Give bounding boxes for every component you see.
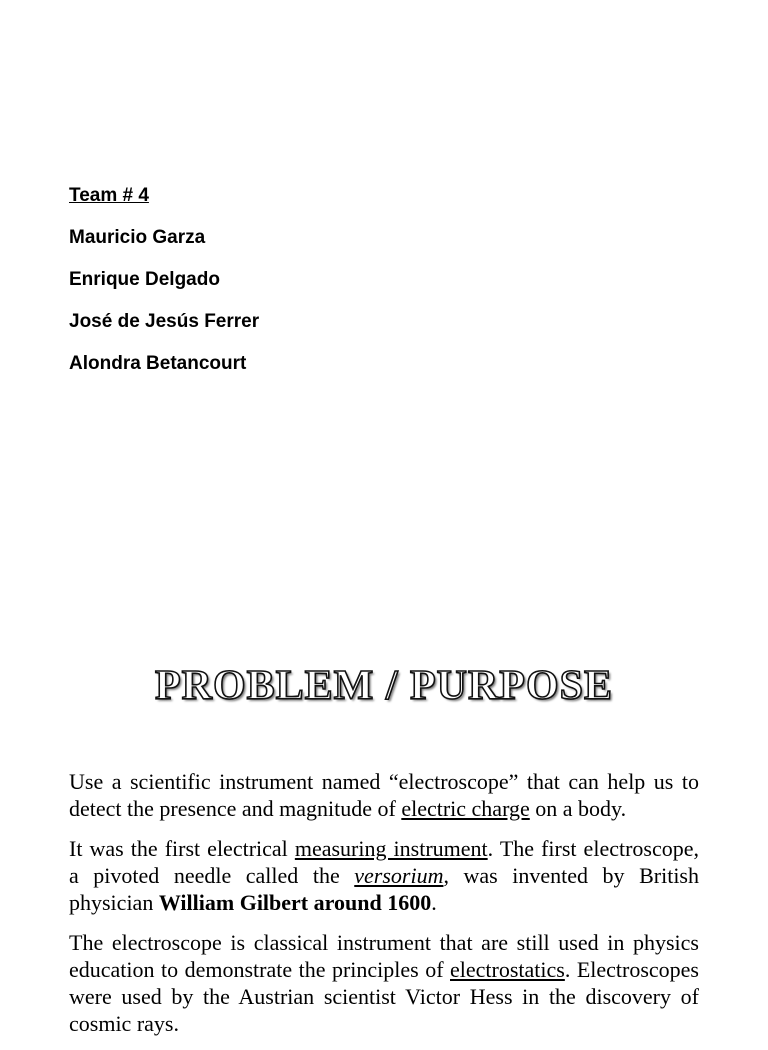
versorium-link[interactable]: versorium [354, 863, 444, 888]
p2-text-a: It was the first electrical [69, 836, 295, 861]
electric-charge-link[interactable]: electric charge [401, 796, 530, 821]
paragraph-2 [69, 835, 699, 916]
paragraph-3 [69, 929, 699, 1037]
section-heading: PROBLEM / PURPOSE [154, 663, 614, 709]
measuring-instrument-link[interactable]: measuring instrument [294, 836, 488, 861]
team-member-3: José de Jesús Ferrer [69, 311, 260, 332]
p3-text-b: . Electroscopes were used by the Austrian scientist Victor Hess in the discovery of cosmic rays. [69, 957, 699, 1036]
p3-text-a: The electroscope is classical instrument that are still used in physics education to demonstrate the principles of [69, 930, 699, 982]
electrostatics-link[interactable]: electrostatics [450, 957, 565, 982]
team-heading: Team # 4 [69, 185, 149, 206]
team-block [69, 182, 259, 392]
team-member-4: Alondra Betancourt [69, 353, 247, 374]
p2-text-d: . [431, 890, 437, 915]
p1-text-b: on a body. [529, 796, 627, 821]
p2-text-c: , was invented by British physician [69, 863, 699, 915]
paragraph-1 [69, 768, 699, 822]
p1-text-a: Use a scientific instrument named “electroscope” that can help us to detect the presence and magnitude of [69, 769, 699, 821]
gilbert-bold-text: William Gilbert around 1600 [158, 890, 432, 915]
team-member-2: Enrique Delgado [69, 269, 220, 290]
team-member-1: Mauricio Garza [69, 227, 206, 248]
body-text [69, 768, 699, 1050]
p2-text-b: . The first electroscope, a pivoted needle called the [69, 836, 699, 888]
